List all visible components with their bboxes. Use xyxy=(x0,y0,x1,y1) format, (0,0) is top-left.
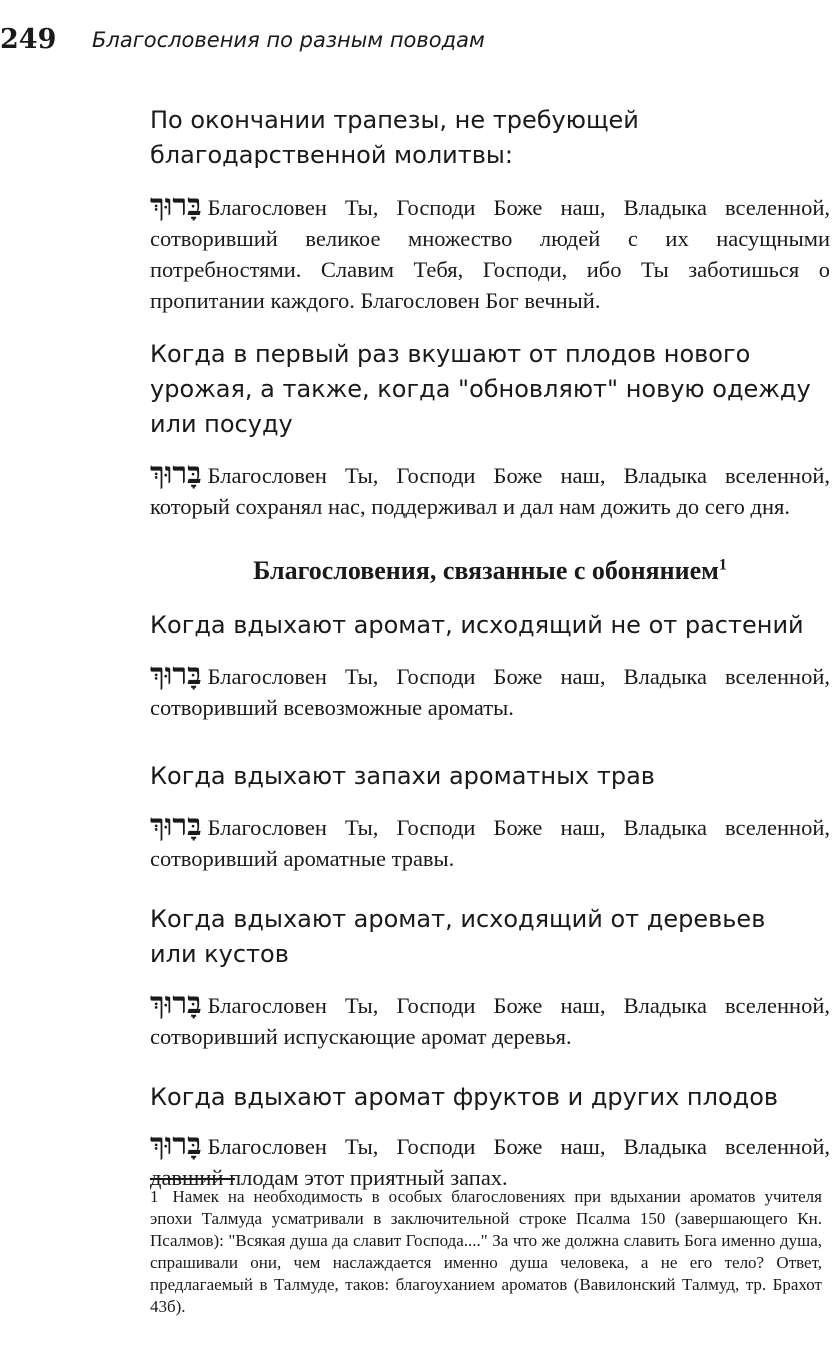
blessing-2 xyxy=(150,458,830,522)
blessing-text: Благословен Ты, Господи Боже наш, Владыка вселенной, сотворивший ароматные травы. xyxy=(150,815,830,871)
blessing-text: Благословен Ты, Господи Боже наш, Владыка вселенной, который сохранял нас, поддерживал и дал нам дожить до сего дня. xyxy=(150,463,830,519)
footnote xyxy=(150,1186,822,1318)
blessing-text: Благословен Ты, Господи Боже наш, Владыка вселенной, сотворивший испускающие аромат деревья. xyxy=(150,993,830,1049)
footnote-text: Намек на необходимость в особых благословениях при вдыхании ароматов учителя эпохи Талмуда усматривали в заключительной строке Псалма 150 (завершающего Кн. Псалмов): "Всякая душа да славит Господа...." За что же должна славить Бога именно душа, спрашивали они, чем наслаждается именно душа человека, а не его тело? Ответ, предлагаемый в Талмуде, таков: благоуханием ароматов (Вавилонский Талмуд, тр. Брахот 43б). xyxy=(150,1187,822,1316)
hebrew-baruch: בָּרוּךְ xyxy=(150,657,202,692)
footnote-rule xyxy=(150,1178,235,1180)
blessing-text: Благословен Ты, Господи Боже наш, Владыка вселенной, давший плодам этот приятный запах. xyxy=(150,1134,830,1190)
hebrew-baruch: בָּרוּךְ xyxy=(150,986,202,1021)
blessing-text: Благословен Ты, Господи Боже наш, Владыка вселенной, сотворивший всевозможные ароматы. xyxy=(150,664,830,720)
page-number: 249 xyxy=(0,24,57,55)
blessing-4 xyxy=(150,810,830,874)
instruction-4: Когда вдыхают запахи ароматных трав xyxy=(150,762,655,790)
blessing-3 xyxy=(150,659,830,723)
instruction-5: Когда вдыхают аромат, исходящий от деревьев или кустов xyxy=(150,905,766,968)
footnote-ref: 1 xyxy=(718,556,727,574)
hebrew-baruch: בָּרוּךְ xyxy=(150,808,202,843)
blessing-text: Благословен Ты, Господи Боже наш, Владыка вселенной, сотворивший великое множество людей с их насущными потребностями. Славим Тебя, Господи, ибо Ты заботишься о пропитании каждого. Благословен Бог вечный. xyxy=(150,195,830,313)
page-header xyxy=(0,20,840,60)
hebrew-baruch: בָּרוּךְ xyxy=(150,188,202,223)
page-content xyxy=(150,103,830,1193)
section-heading xyxy=(150,556,830,586)
instruction-3: Когда вдыхают аромат, исходящий не от растений xyxy=(150,611,804,639)
footnote-number: 1 xyxy=(150,1187,159,1206)
blessing-6 xyxy=(150,1129,830,1193)
hebrew-baruch: בָּרוּךְ xyxy=(150,456,202,491)
instruction-6: Когда вдыхают аромат фруктов и других плодов xyxy=(150,1083,779,1111)
blessing-5 xyxy=(150,988,830,1052)
section-heading-text: Благословения, связанные с обонянием xyxy=(253,556,719,585)
instruction-1: По окончании трапезы, не требующей благодарственной молитвы: xyxy=(150,106,639,169)
running-title: Благословения по разным поводам xyxy=(92,28,485,52)
instruction-2: Когда в первый раз вкушают от плодов нового урожая, а также, когда "обновляют" новую одежду или посуду xyxy=(150,340,811,438)
hebrew-baruch: בָּרוּךְ xyxy=(150,1127,202,1162)
blessing-1 xyxy=(150,190,830,316)
